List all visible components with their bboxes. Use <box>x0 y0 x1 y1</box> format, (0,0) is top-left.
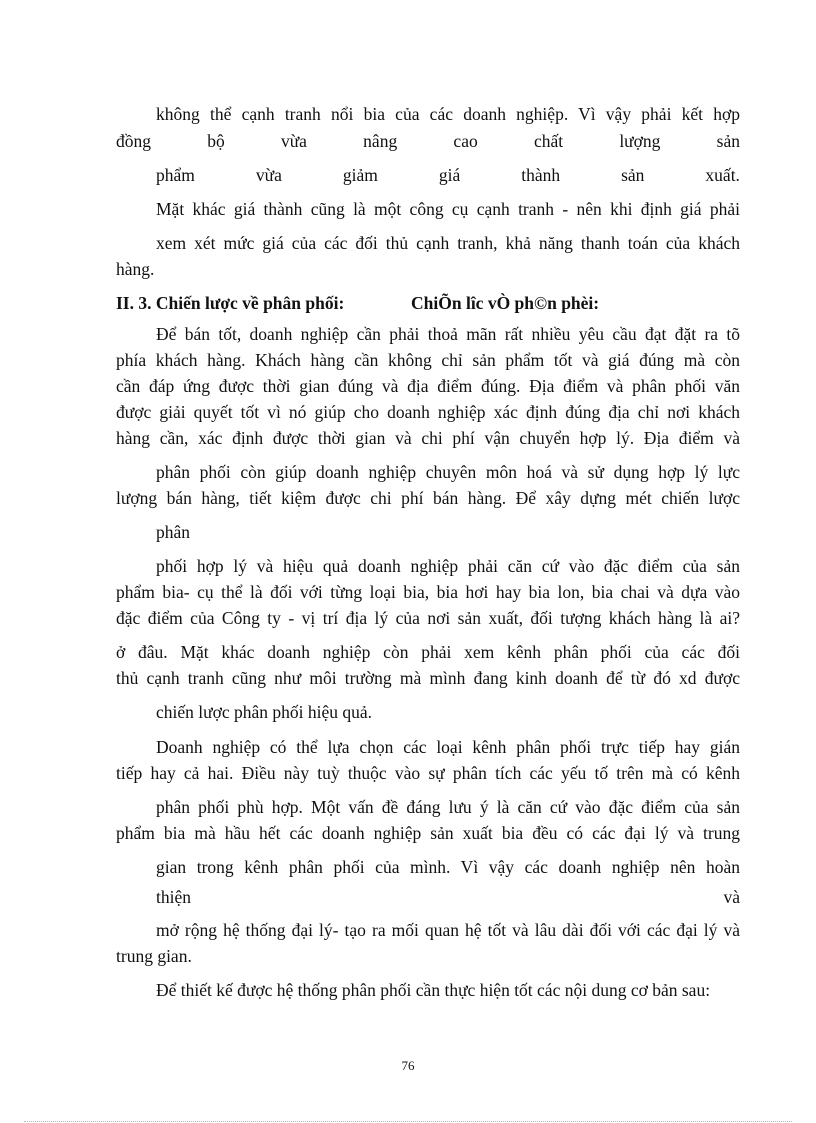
word: vừa <box>255 165 282 185</box>
text-line: phân <box>156 522 191 542</box>
section-heading-garbled: ChiÕn lîc vÒ ph©n phèi: <box>411 293 600 313</box>
text-line: hàng. <box>116 259 155 279</box>
justified-line <box>116 130 740 152</box>
text-line: đặc điểm của Công ty - vị trí địa lý của nơi sản xuất, đối tượng khách hàng là ai? <box>116 608 740 628</box>
text-line: Để thiết kế được hệ thống phân phối cần thực hiện tốt các nội dung cơ bản sau: <box>156 980 711 1000</box>
text-line: phẩm bia- cụ thể là đối với từng loại bia, bia hơi hay bia lon, bia chai và dựa vào <box>116 582 740 602</box>
word: bộ <box>207 131 225 151</box>
text-line: hàng cần, xác định được thời gian và chi phí vận chuyển hợp lý. Địa điểm và <box>116 428 740 448</box>
word: chất <box>533 131 564 151</box>
word: thành <box>521 165 561 185</box>
page-border-dotted <box>24 1121 792 1122</box>
text-line: không thể cạnh tranh nổi bia của các doanh nghiệp. Vì vậy phải kết hợp <box>156 104 740 124</box>
text-line: gian trong kênh phân phối của mình. Vì vậy các doanh nghiệp nên hoàn <box>156 857 740 877</box>
word: và <box>723 887 740 907</box>
text-line: chiến lược phân phối hiệu quả. <box>156 702 373 722</box>
word: giá <box>438 165 461 185</box>
text-line: phía khách hàng. Khách hàng cần không chỉ sản phẩm tốt và giá đúng mà còn <box>116 350 740 370</box>
word: đồng <box>116 131 151 151</box>
text-line: Mặt khác giá thành cũng là một công cụ cạnh tranh - nên khi định giá phải <box>156 199 740 219</box>
word: sản <box>621 165 645 185</box>
text-line: phẩm bia mà hầu hết các doanh nghiệp sản xuất bia đều có các đại lý và trung <box>116 823 740 843</box>
text-line: được giải quyết tốt vì nó giúp cho doanh nghiệp xác định đúng địa chỉ nơi khách <box>116 402 740 422</box>
text-line: trung gian. <box>116 946 192 966</box>
word: cao <box>453 131 478 151</box>
text-line: cần đáp ứng được thời gian đúng và địa điểm đúng. Địa điểm và phân phối văn <box>116 376 740 396</box>
text-line: lượng bán hàng, tiết kiệm được chi phí bán hàng. Để xây dựng mét chiến lược <box>116 488 740 508</box>
word: lượng <box>619 131 661 151</box>
word: nâng <box>363 131 398 151</box>
text-line: xem xét mức giá của các đối thủ cạnh tranh, khả năng thanh toán của khách <box>156 233 740 253</box>
text-line: phân phối còn giúp doanh nghiệp chuyên môn hoá và sử dụng hợp lý lực <box>156 462 740 482</box>
text-line: mở rộng hệ thống đại lý- tạo ra mối quan hệ tốt và lâu dài đối với các đại lý và <box>156 920 740 940</box>
word: phẩm <box>156 165 195 185</box>
text-line: phối hợp lý và hiệu quả doanh nghiệp phải căn cứ vào đặc điểm của sản <box>156 556 740 576</box>
section-heading: II. 3. Chiến lược về phân phối: <box>116 293 345 313</box>
word: vừa <box>280 131 307 151</box>
text-line: ở đâu. Mặt khác doanh nghiệp còn phải xem kênh phân phối của các đối <box>116 642 740 662</box>
justified-line <box>156 886 740 908</box>
page-number: 76 <box>401 1058 415 1073</box>
text-line: phân phối phù hợp. Một vấn đề đáng lưu ý là căn cứ vào đặc điểm của sản <box>156 797 740 817</box>
word: giảm <box>342 165 378 185</box>
word: thiện <box>156 887 191 907</box>
text-line: tiếp hay cả hai. Điều này tuỳ thuộc vào sự phân tích các yếu tố trên mà có kênh <box>116 763 740 783</box>
word: sản <box>716 131 740 151</box>
text-line: Để bán tốt, doanh nghiệp cần phải thoả mãn rất nhiều yêu cầu đạt đặt ra tõ <box>156 324 740 344</box>
text-line: Doanh nghiệp có thể lựa chọn các loại kênh phân phối trực tiếp hay gián <box>156 737 740 757</box>
text-line: thủ cạnh tranh cũng như môi trường mà mình đang kinh doanh để từ đó xd được <box>116 668 740 688</box>
justified-line <box>156 164 740 186</box>
word: xuất. <box>705 165 740 185</box>
